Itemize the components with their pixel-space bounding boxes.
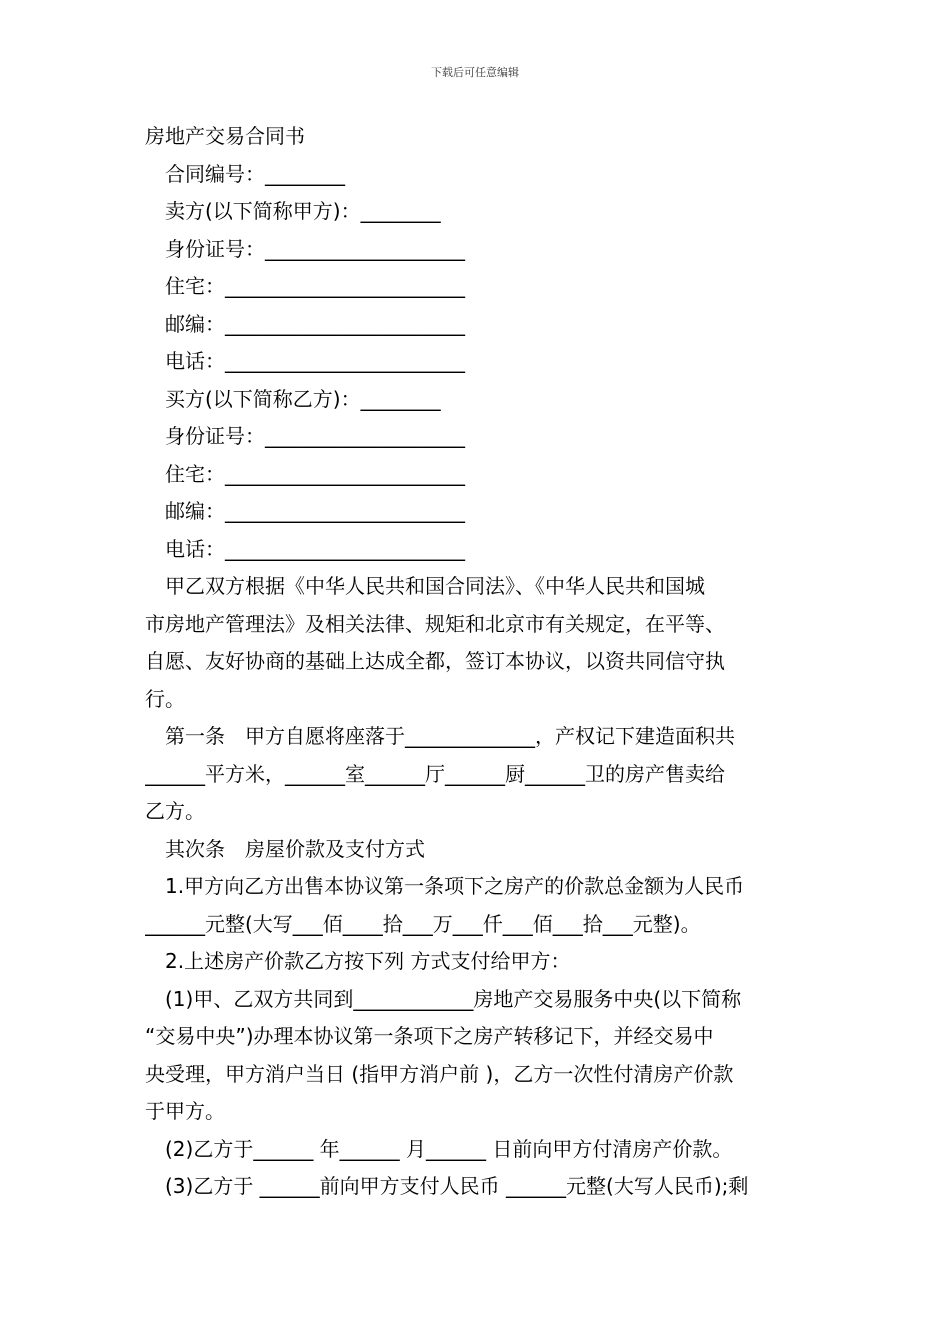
seller-postcode-line: 邮编：________________________ [165, 311, 465, 336]
seller-phone-line: 电话：________________________ [165, 349, 465, 373]
page-header-note: 下载后可任意编辑 [431, 66, 519, 79]
seller-line: 卖方(以下简称甲方)：________ [165, 199, 441, 223]
clause-2-1-line: “交易中央”)办理本协议第一条项下之房产转移记下，并经交易中 [145, 1024, 714, 1048]
preamble-line: 行。 [145, 686, 185, 711]
article-one-line: 第一条 甲方自愿将座落于_____________，产权记下建造面积共 [165, 724, 735, 748]
seller-address-line: 住宅：________________________ [165, 274, 465, 298]
preamble-line: 市房地产管理法》及相关法律、规矩和北京市有关规定，在平等、 [145, 611, 725, 636]
document-body [145, 118, 810, 1206]
clause-2-1-line: (1)甲、乙双方共同到____________房地产交易服务中央(以下简称 [165, 986, 742, 1011]
buyer-address-line: 住宅：________________________ [165, 461, 465, 486]
article-one-line: ______平方米，______室______厅______厨______卫的房产售卖给 [145, 761, 725, 786]
article-one-line: 乙方。 [145, 799, 205, 823]
clause-2-2-line: (2)乙方于______ 年______ 月______ 日前向甲方付清房产价款。 [165, 1136, 733, 1161]
article-two-heading: 其次条 房屋价款及支付方式 [165, 836, 425, 861]
clause-2-1-line: 央受理，甲方消户当日 (指甲方消户前 )，乙方一次性付清房产价款 [145, 1061, 734, 1086]
buyer-id-line: 身份证号：____________________ [165, 424, 465, 448]
buyer-postcode-line: 邮编：________________________ [165, 499, 465, 523]
clause-2-line: 2.上述房产价款乙方按下列 方式支付给甲方： [165, 949, 571, 973]
buyer-phone-line: 电话：________________________ [165, 536, 465, 561]
clause-2-1-line: 于甲方。 [145, 1099, 225, 1123]
buyer-line: 买方(以下简称乙方)：________ [165, 386, 441, 411]
document-title: 房地产交易合同书 [145, 124, 305, 148]
clause-1-line: ______元整(大写___佰____拾___万___仟___佰___拾___元整)。 [145, 911, 701, 936]
preamble-line: 自愿、友好协商的基础上达成全都，签订本协议，以资共同信守执 [145, 649, 725, 673]
clause-1-line: 1.甲方向乙方出售本协议第一条项下之房产的价款总金额为人民币 [165, 874, 745, 898]
contract-number-line: 合同编号：________ [165, 161, 345, 186]
clause-2-3-line: (3)乙方于 ______前向甲方支付人民币 ______元整(大写人民币);剩 [165, 1174, 749, 1198]
preamble-line: 甲乙双方根据《中华人民共和国合同法》、《中华人民共和国城 [165, 574, 705, 598]
seller-id-line: 身份证号：____________________ [165, 236, 465, 261]
